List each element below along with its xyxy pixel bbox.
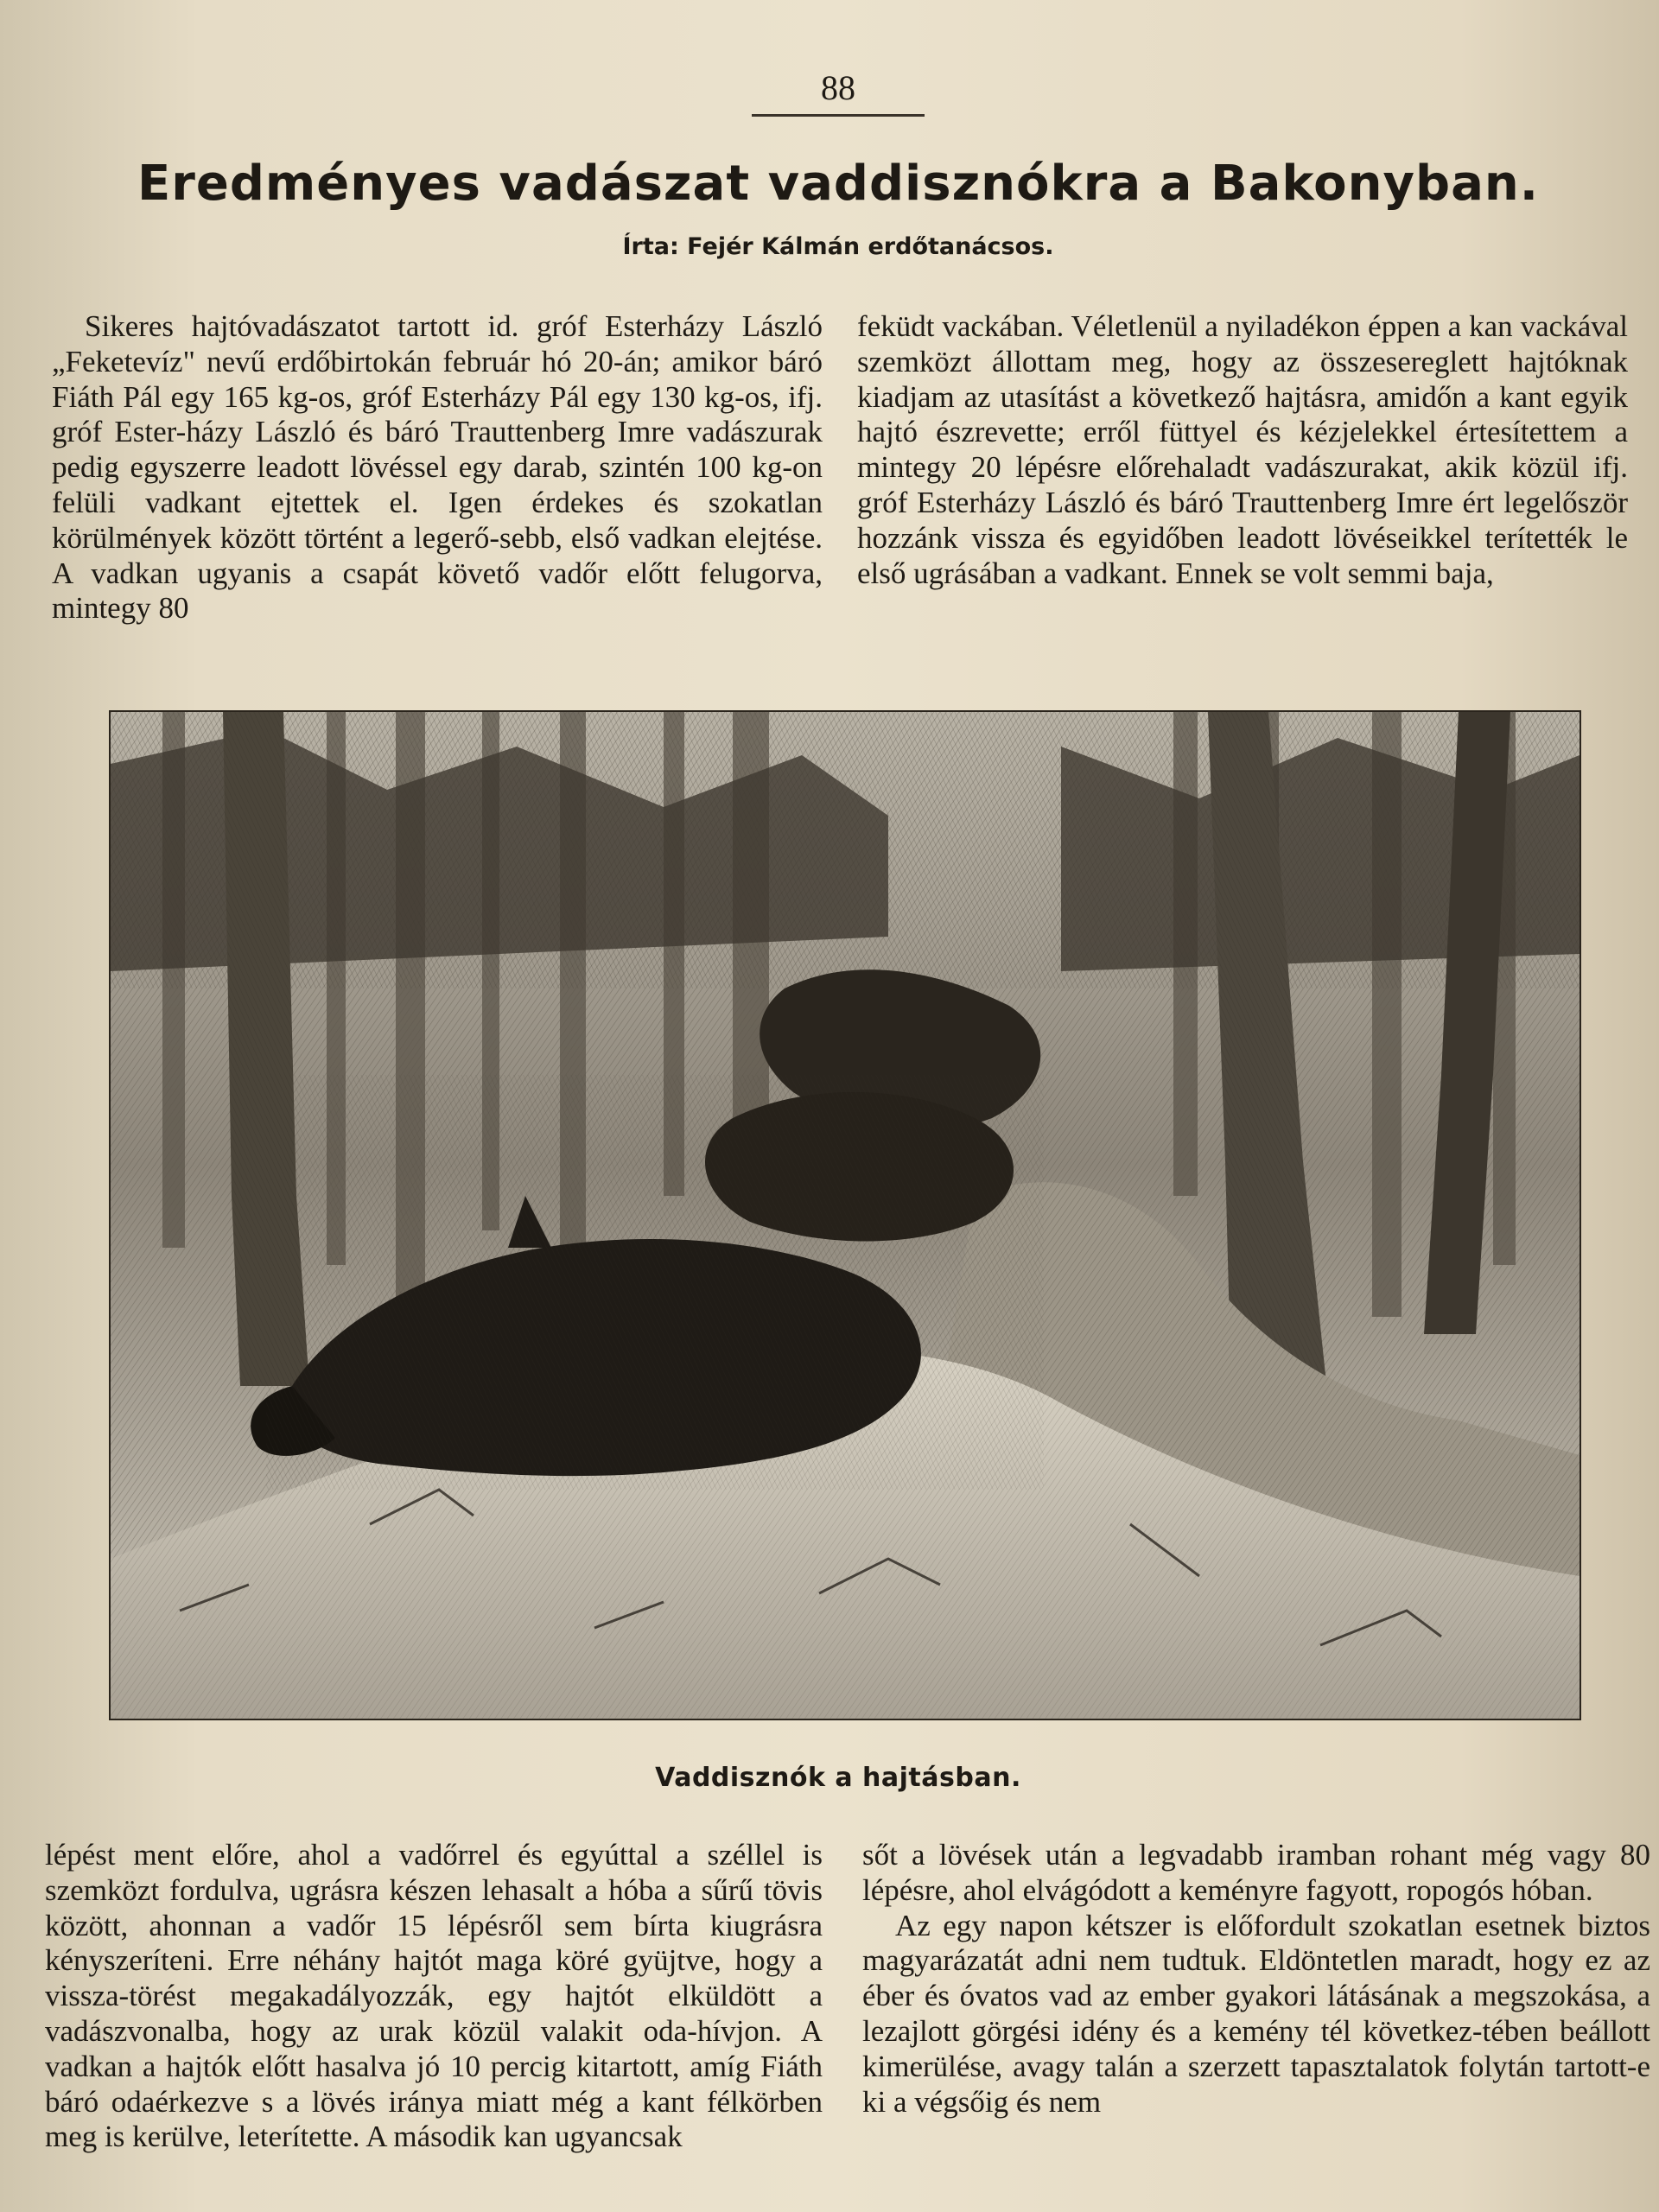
text-column-bottom-left: [45, 1838, 823, 2155]
page-number: 88: [821, 68, 855, 107]
article-title: Eredményes vadászat vaddisznókra a Bakonyban.: [137, 156, 1540, 212]
figure-caption: Vaddisznók a hajtásban.: [655, 1763, 1021, 1793]
text-column-top-right: [857, 309, 1628, 591]
text-column-bottom-right: [862, 1838, 1650, 2120]
paragraph-bottom-left: lépést ment előre, ahol a vadőrrel és egyúttal a széllel is szemközt fordulva, ugrásra készen lehasalt a hóba a sűrű tövis között, ahonnan a vadőr 15 lépésről sem bírta kiugrásra kényszeríteni. Erre néhány hajtót maga köré gyüjtve, hogy a vissza-törést megakadályozzák, egy hajtót elküldött a vadászvonalba, hogy az urak közül valakit oda-hívjon. A vadkan a hajtók előtt hasalva jó 10 percig kitartott, amíg Fiáth báró odaérkezve s a lövés iránya miatt még a kant félkörben meg is kerülve, leterítette. A második kan ugyancsak: [45, 1838, 823, 2154]
paragraph-top-left: Sikeres hajtóvadászatot tartott id. gróf Esterházy László „Feketevíz" nevű erdőbirtokán február hó 20-án; amikor báró Fiáth Pál egy 165 kg-os, gróf Esterházy Pál egy 130 kg-os, ifj. gróf Ester-házy László és báró Trauttenberg Imre vadászurak pedig egyszerre leadott lövéssel egy darab, szintén 100 kg-on felüli vadkant ejtettek el. Igen érdekes és szokatlan körülmények között történt a legerő-sebb, első vadkan elejtése. A vadkan ugyanis a csapát követő vadőr előtt felugorva, mintegy 80: [52, 309, 823, 626]
paragraph-top-right: feküdt vackában. Véletlenül a nyiladékon éppen a kan vackával szemközt állottam meg, hogy az összesereglett hajtóknak kiadjam az utasítást a következő hajtásra, amidőn a kant egyik hajtó észrevette; erről füttyel és kézjelekkel értesítettem a mintegy 20 lépésre előrehaladt vadászurakat, akik közül ifj. gróf Esterházy László és báró Trauttenberg Imre ért legelőször hozzánk vissza és egyidőben leadott lövéseikkel terítették le első ugrásában a vadkant. Ennek se volt semmi baja,: [857, 309, 1628, 590]
page-number-rule: [752, 114, 925, 117]
article-byline: Írta: Fejér Kálmán erdőtanácsos.: [622, 233, 1054, 260]
wild-boar-illustration: [109, 710, 1581, 1720]
paragraph-bottom-right-1: sőt a lövések után a legvadabb iramban rohant még vagy 80 lépésre, ahol elvágódott a keményre fagyott, ropogós hóban.: [862, 1838, 1650, 1907]
text-column-top-left: [52, 309, 823, 626]
paragraph-bottom-right-2: Az egy napon kétszer is előfordult szokatlan esetnek biztos magyarázatát adni nem tudtuk. Eldöntetlen maradt, hogy ez az éber és óvatos vad az ember gyakori látásának a megszokása, a lezajlott görgési idény és a kemény tél következ-tében beállott kimerülése, avagy talán a szerzett tapasztalatok folytán tartott-e ki a végsőig és nem: [862, 1908, 1650, 2119]
